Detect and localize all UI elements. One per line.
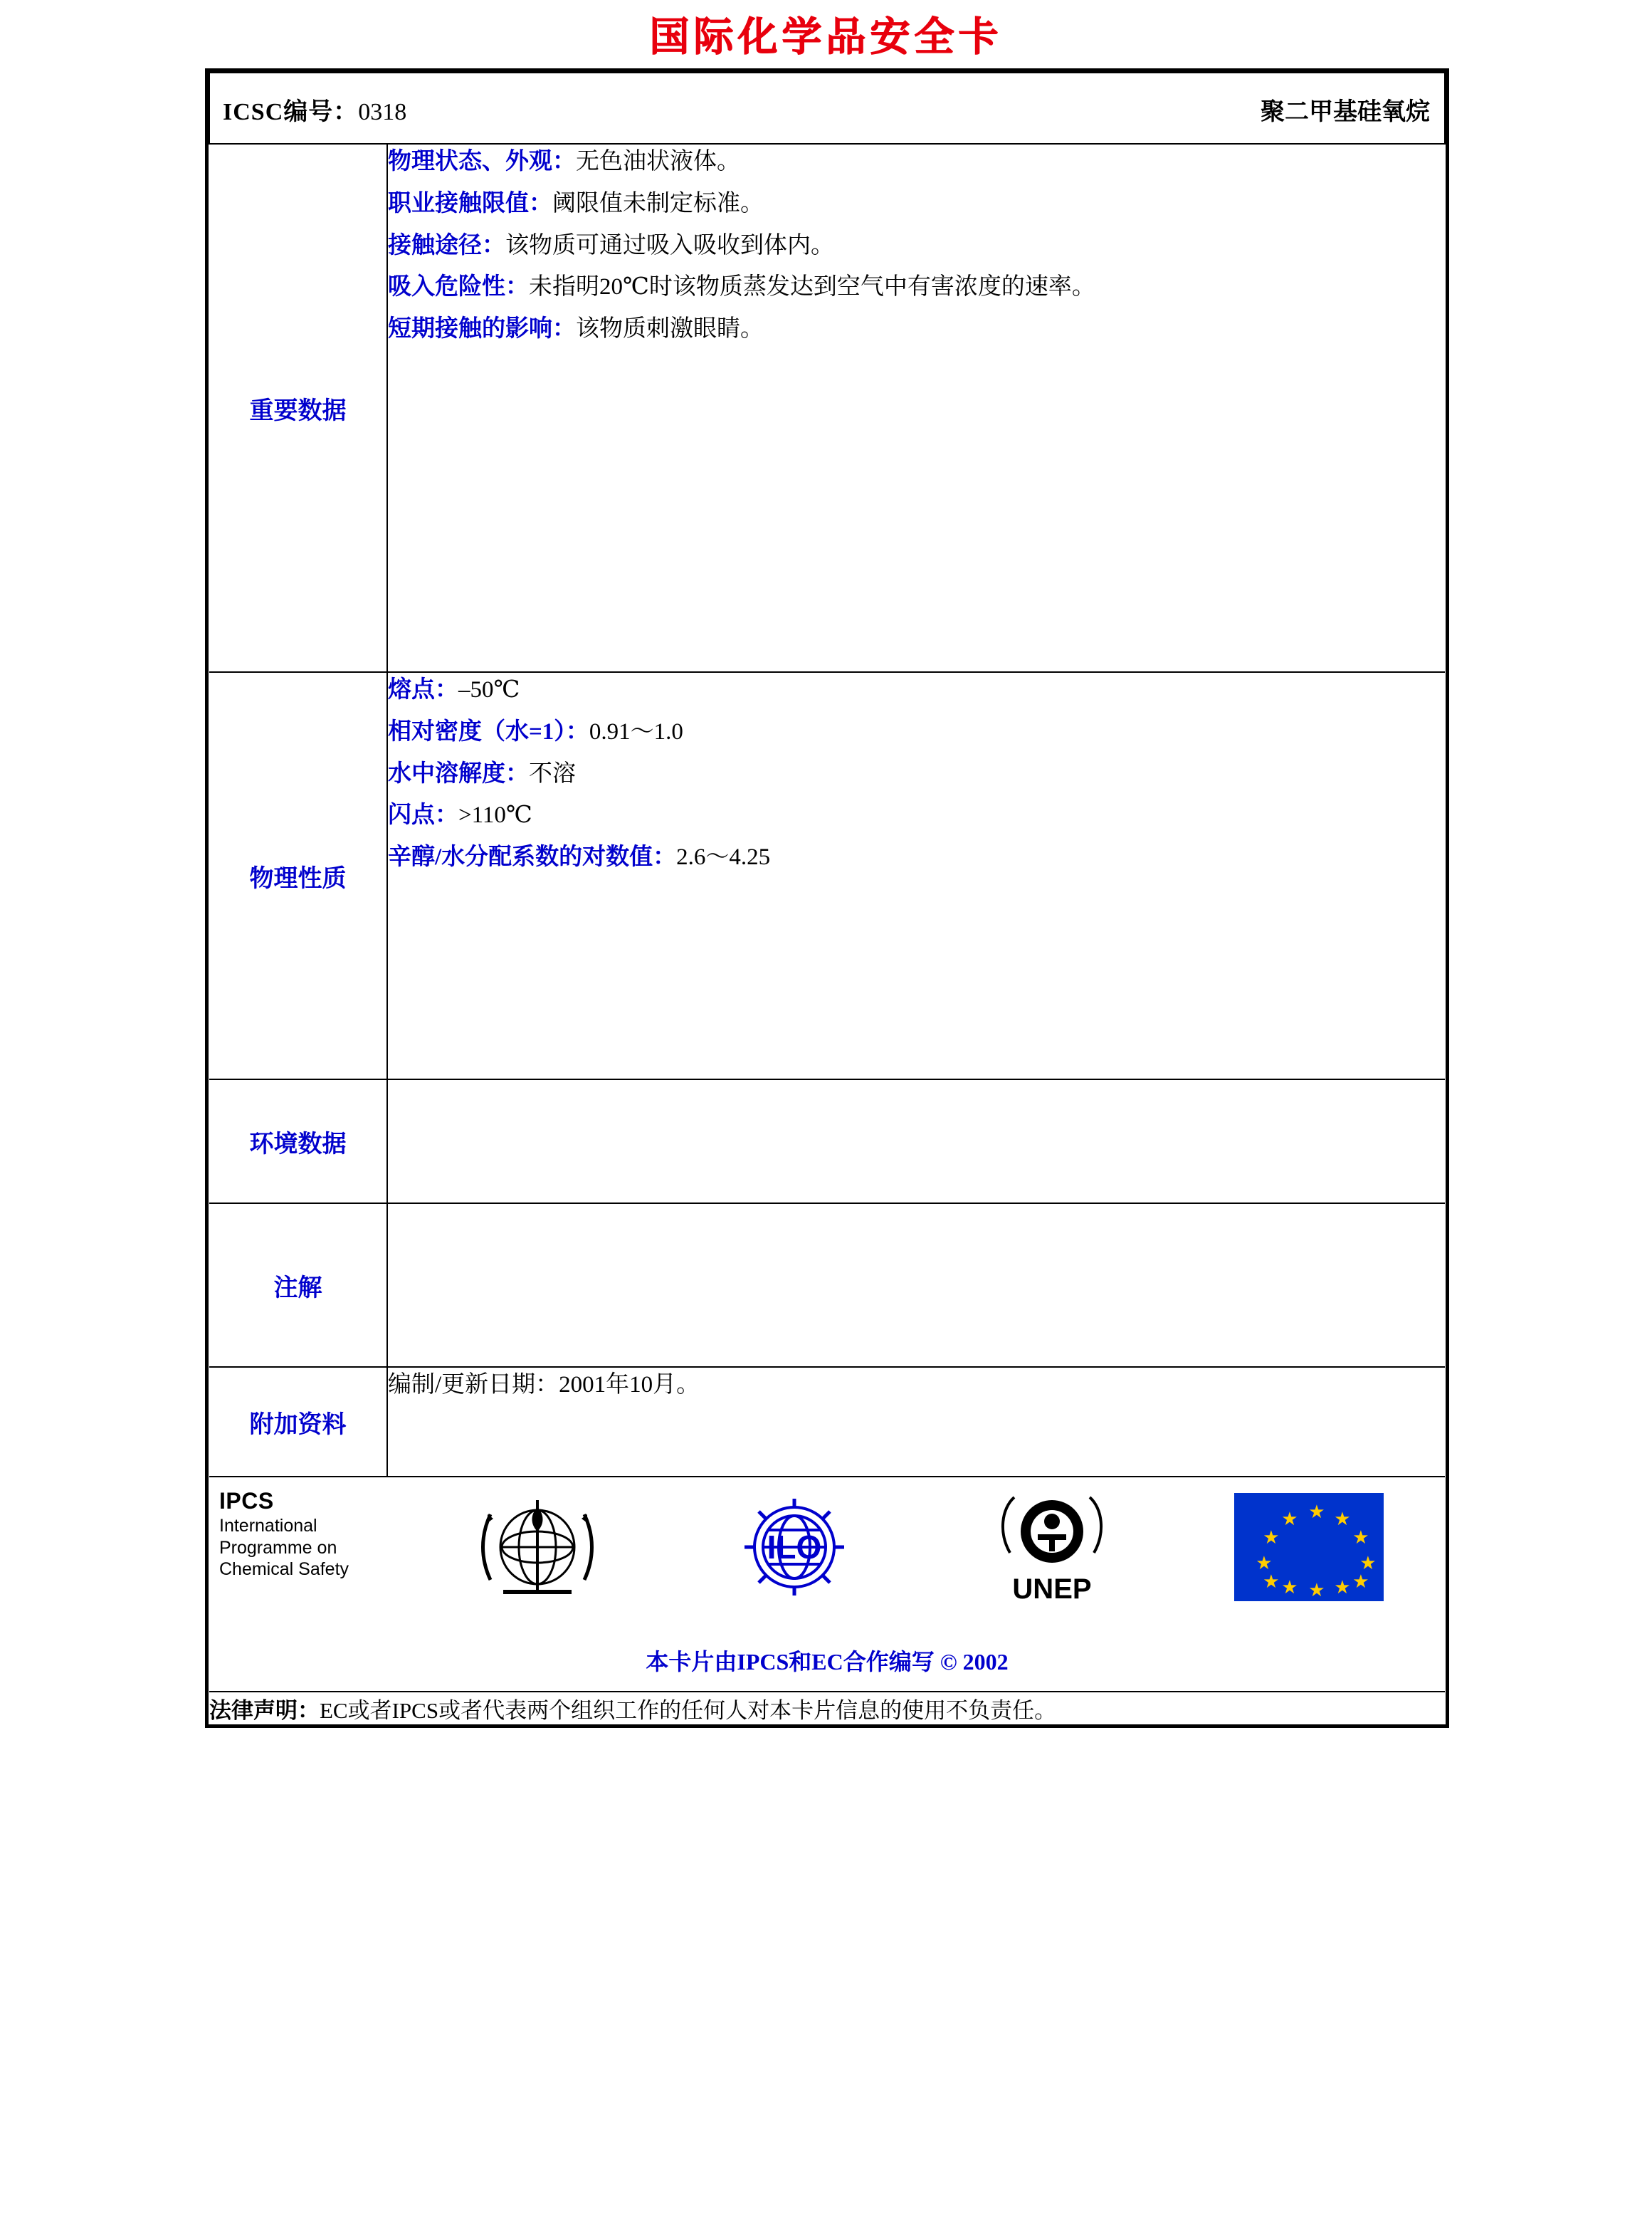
- section-content-important-data: [387, 144, 1445, 672]
- section-content-environmental-data: [387, 1079, 1445, 1203]
- icsc-number-block: [223, 92, 406, 127]
- entry-short-term-effects: 短期接触的影响：该物质刺激眼睛。: [388, 316, 764, 342]
- page-title: 国际化学品安全卡: [649, 14, 1003, 61]
- entry-melting-point: 熔点：–50℃: [388, 677, 520, 703]
- legal-notice-cell: [209, 1692, 1445, 1724]
- icsc-card: [205, 68, 1449, 1728]
- credit-line: [209, 1644, 1445, 1677]
- entry-revision-date: 编制/更新日期：2001年10月。: [388, 1372, 700, 1398]
- unep-logo: [977, 1483, 1127, 1611]
- credit-text: 本卡片由IPCS和EC合作编写: [646, 1649, 935, 1675]
- entry-routes-of-exposure: 接触途径：该物质可通过吸入吸收到体内。: [388, 232, 834, 258]
- entry-water-solubility: 水中溶解度：不溶: [388, 760, 576, 787]
- eu-flag-field: ★ ★ ★ ★ ★ ★ ★ ★ ★ ★ ★ ★: [1234, 1493, 1384, 1601]
- svg-text:ILO: ILO: [767, 1529, 822, 1566]
- legal-notice-row: [209, 1692, 1445, 1724]
- footer-box: [209, 1477, 1445, 1691]
- section-row-important-data: [209, 144, 1445, 672]
- legal-notice-text: EC或者IPCS或者代表两个组织工作的任何人对本卡片信息的使用不负责任。: [320, 1698, 1057, 1723]
- section-label-important-data: 重要数据: [209, 144, 387, 672]
- section-label-physical-properties: 物理性质: [209, 672, 387, 1079]
- credit-copyright: © 2002: [940, 1649, 1009, 1675]
- eu-flag: [1234, 1483, 1384, 1611]
- entry-physical-state: 物理状态、外观：无色油状液体。: [388, 149, 740, 174]
- card-header-row: [209, 73, 1445, 144]
- section-row-physical-properties: [209, 672, 1445, 1079]
- section-label-additional-info: 附加资料: [209, 1367, 387, 1477]
- section-row-environmental-data: [209, 1079, 1445, 1203]
- card-header-cell: [209, 73, 1445, 144]
- chemical-name: 聚二甲基硅氧烷: [1261, 99, 1430, 125]
- ipcs-full-line2: Programme on: [219, 1537, 337, 1558]
- section-content-additional-info: [387, 1367, 1445, 1477]
- icsc-number-value: 0318: [358, 99, 407, 125]
- entry-flash-point: 闪点：>110℃: [388, 802, 532, 829]
- ilo-logo: [720, 1483, 869, 1611]
- entry-relative-density: 相对密度（水=1）：0.91～1.0: [388, 718, 683, 745]
- section-label-environmental-data: 环境数据: [209, 1079, 387, 1203]
- icsc-table: [209, 72, 1446, 1724]
- entry-inhalation-risk: 吸入危险性：未指明20℃时该物质蒸发达到空气中有害浓度的速率。: [388, 274, 1095, 300]
- ipcs-abbreviation: IPCS: [219, 1488, 274, 1514]
- ipcs-full-line3: Chemical Safety: [219, 1559, 349, 1580]
- logo-strip: [409, 1483, 1438, 1611]
- who-logo: [463, 1483, 612, 1611]
- legal-notice-label: 法律声明：: [209, 1698, 320, 1723]
- section-content-notes: [387, 1203, 1445, 1367]
- entry-exposure-limits: 职业接触限值：阈限值未制定标准。: [388, 190, 764, 216]
- section-row-notes: [209, 1203, 1445, 1367]
- entry-log-pow: 辛醇/水分配系数的对数值：2.6～4.25: [388, 844, 771, 871]
- section-label-notes: 注解: [209, 1203, 387, 1367]
- ipcs-text-block: [219, 1487, 390, 1581]
- svg-text:UNEP: UNEP: [1012, 1573, 1092, 1605]
- footer-logos-cell: [209, 1477, 1445, 1692]
- section-content-physical-properties: [387, 672, 1445, 1079]
- section-row-additional-info: [209, 1367, 1445, 1477]
- ipcs-full-line1: International: [219, 1516, 317, 1536]
- icsc-number-label: ICSC编号：: [223, 99, 359, 125]
- footer-logos-row: [209, 1477, 1445, 1692]
